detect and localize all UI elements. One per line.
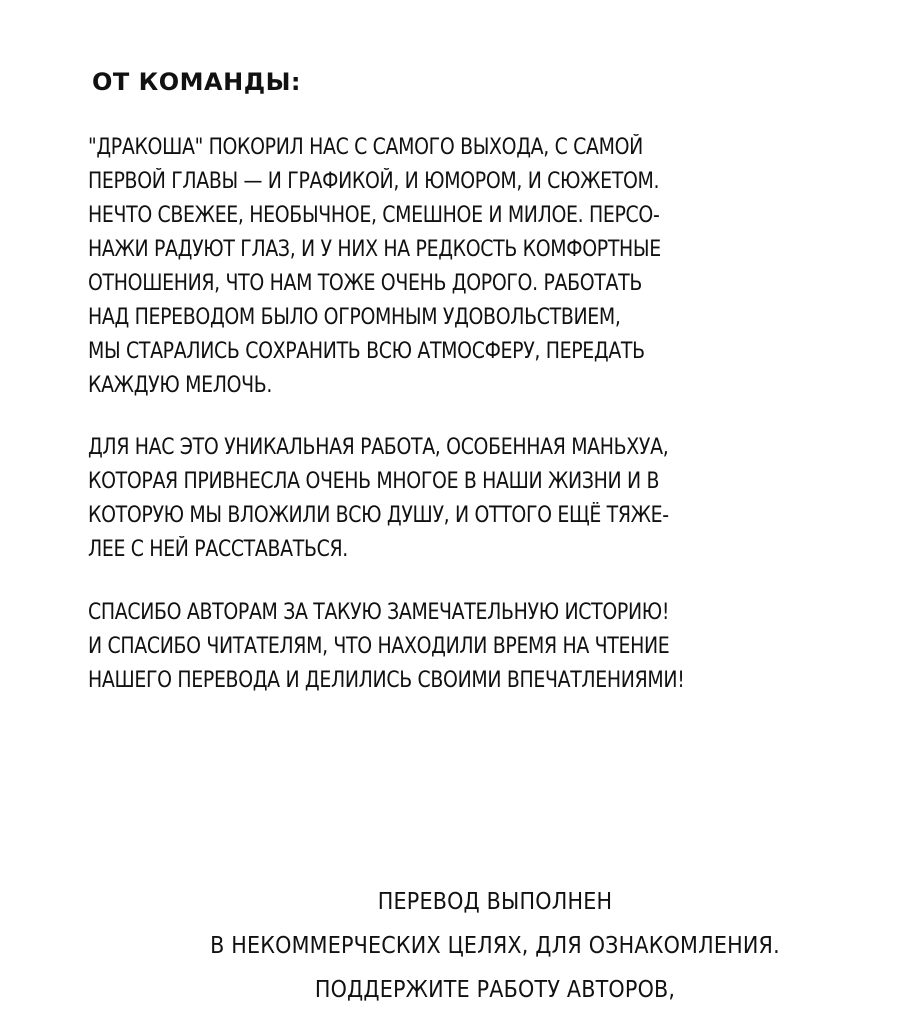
disclaimer-line: ПОДДЕРЖИТЕ РАБОТУ АВТОРОВ, [314,977,676,1003]
translation-disclaimer [0,880,900,1012]
paragraph-line: КАЖДУЮ МЕЛОЧЬ. [88,373,273,398]
disclaimer-line: В НЕКОММЕРЧЕСКИХ ЦЕЛЯХ, ДЛЯ ОЗНАКОМЛЕНИЯ. [210,933,780,959]
paragraph-line: НАШЕГО ПЕРЕВОДА И ДЕЛИЛИСЬ СВОИМИ ВПЕЧАТЛЕНИЯМИ! [88,668,685,693]
paragraph-line: НАД ПЕРЕВОДОМ БЫЛО ОГРОМНЫМ УДОВОЛЬСТВИЕМ, [88,305,621,330]
paragraph-line: СПАСИБО АВТОРАМ ЗА ТАКУЮ ЗАМЕЧАТЕЛЬНУЮ ИСТОРИЮ! [88,600,670,625]
paragraph-line: ОТНОШЕНИЯ, ЧТО НАМ ТОЖЕ ОЧЕНЬ ДОРОГО. РАБОТАТЬ [88,271,642,296]
paragraph-line: КОТОРАЯ ПРИВНЕСЛА ОЧЕНЬ МНОГОЕ В НАШИ ЖИЗНИ И В [88,469,660,494]
paragraph-line: КОТОРУЮ МЫ ВЛОЖИЛИ ВСЮ ДУШУ, И ОТТОГО ЕЩЁ ТЯЖЕ- [88,503,669,528]
paragraph-line: НАЖИ РАДУЮТ ГЛАЗ, И У НИХ НА РЕДКОСТЬ КОМФОРТНЫЕ [88,237,661,262]
paragraph-line: НЕЧТО СВЕЖЕЕ, НЕОБЫЧНОЕ, СМЕШНОЕ И МИЛОЕ. ПЕРСО- [88,203,660,228]
paragraph-line: МЫ СТАРАЛИСЬ СОХРАНИТЬ ВСЮ АТМОСФЕРУ, ПЕРЕДАТЬ [88,339,645,364]
team-note-heading: ОТ КОМАНДЫ: [92,68,302,96]
disclaimer-line: ПЕРЕВОД ВЫПОЛНЕН [377,889,613,915]
paragraph-line: И СПАСИБО ЧИТАТЕЛЯМ, ЧТО НАХОДИЛИ ВРЕМЯ НА ЧТЕНИЕ [88,634,670,659]
paragraph-thanks [88,596,808,698]
paragraph-line: ЛЕЕ С НЕЙ РАССТАВАТЬСЯ. [88,537,348,562]
paragraph-line: ДЛЯ НАС ЭТО УНИКАЛЬНАЯ РАБОТА, ОСОБЕННАЯ МАНЬХУА, [88,435,669,460]
paragraph-line: "ДРАКОША" ПОКОРИЛ НАС С САМОГО ВЫХОДА, С САМОЙ [88,135,643,160]
paragraph-line: ПЕРВОЙ ГЛАВЫ — И ГРАФИКОЙ, И ЮМОРОМ, И СЮЖЕТОМ. [88,169,660,194]
paragraph-intro [88,131,808,403]
paragraph-unique-work [88,431,808,567]
